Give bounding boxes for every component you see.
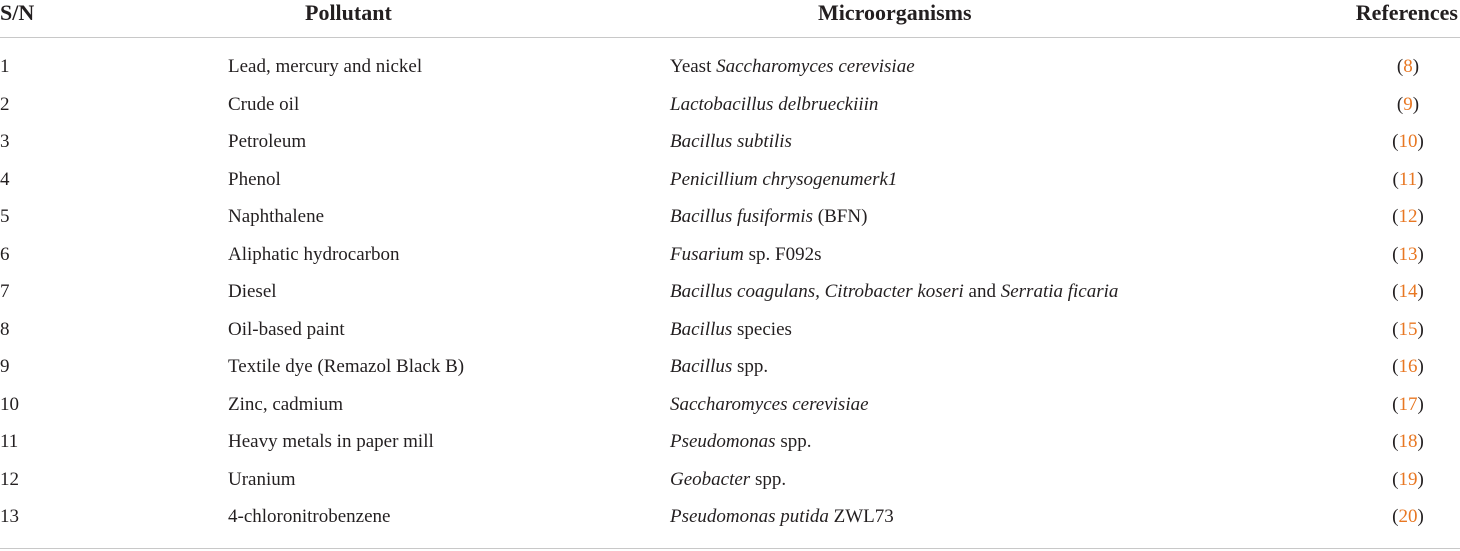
cell-microorganism [670,169,897,191]
header-pollutant: Pollutant [305,0,392,25]
cell-microorganism [670,469,786,491]
ref-close-paren: ) [1417,431,1424,452]
cell-sn: 12 [0,468,19,490]
reference-link[interactable]: 16 [1398,356,1418,377]
reference-link[interactable]: 13 [1398,243,1418,265]
ref-open-paren: ( [1392,206,1399,227]
cell-sn: 11 [0,431,19,452]
microorganism-text: Yeast [670,56,717,77]
cell-pollutant: Petroleum [228,131,307,152]
cell-sn: 9 [0,356,10,377]
table-row [0,49,1460,87]
reference-link[interactable]: 15 [1398,318,1418,340]
table-row [0,387,1460,425]
reference-link[interactable]: 11 [1398,168,1418,190]
reference-link[interactable]: 12 [1398,206,1418,227]
ref-close-paren: ) [1417,168,1424,190]
ref-close-paren: ) [1412,93,1420,115]
ref-open-paren: ( [1392,506,1399,527]
cell-pollutant: 4-chloronitrobenzene [228,506,391,527]
cell-reference [1383,319,1433,341]
cell-reference [1383,356,1433,378]
ref-open-paren: ( [1392,356,1399,377]
cell-microorganism [670,394,869,416]
reference-link[interactable]: 18 [1398,431,1418,452]
microorganism-text: and [963,281,1001,302]
cell-sn: 7 [0,281,10,302]
cell-pollutant: Naphthalene [228,206,325,227]
cell-sn: 13 [0,506,19,527]
cell-pollutant: Heavy metals in paper mill [228,431,434,452]
reference-link[interactable]: 17 [1398,393,1418,415]
species-name: Fusarium [670,243,744,265]
cell-pollutant: Zinc, cadmium [228,393,344,415]
species-name: Bacillus [670,356,733,377]
ref-close-paren: ) [1417,393,1424,415]
microorganism-text: ZWL73 [828,506,894,527]
microorganism-text: (BFN) [813,206,868,227]
ref-open-paren: ( [1392,318,1399,340]
cell-sn: 8 [0,318,10,340]
cell-microorganism [670,431,811,453]
ref-close-paren: ) [1417,131,1424,152]
species-name: Lactobacillus delbrueckiiin [670,93,879,115]
species-name: Saccharomyces cerevisiae [670,393,869,415]
table-row [0,424,1460,462]
table-row [0,87,1460,125]
reference-link[interactable]: 20 [1398,506,1418,527]
reference-link[interactable]: 14 [1398,281,1418,302]
cell-reference [1383,206,1433,228]
ref-open-paren: ( [1392,468,1399,490]
reference-link[interactable]: 19 [1398,468,1418,490]
species-name: Bacillus subtilis [670,131,792,152]
ref-open-paren: ( [1392,393,1399,415]
table-body [0,49,1460,537]
cell-reference [1383,94,1433,116]
cell-microorganism [670,56,915,78]
cell-sn: 4 [0,168,10,190]
ref-open-paren: ( [1396,56,1404,77]
ref-close-paren: ) [1417,206,1424,227]
reference-link[interactable]: 9 [1403,93,1413,115]
cell-sn: 10 [0,393,19,415]
ref-open-paren: ( [1396,93,1404,115]
cell-microorganism [670,94,878,116]
table-row [0,162,1460,200]
ref-open-paren: ( [1392,243,1399,265]
ref-close-paren: ) [1417,356,1424,377]
table-row [0,499,1460,537]
table-row [0,124,1460,162]
cell-sn: 5 [0,206,10,227]
table-row [0,274,1460,312]
cell-microorganism [670,356,768,378]
table-header [0,0,1460,38]
cell-pollutant: Lead, mercury and nickel [228,56,423,77]
cell-microorganism [670,244,822,266]
cell-pollutant: Phenol [228,168,281,190]
cell-sn: 6 [0,243,10,265]
cell-reference [1383,394,1433,416]
cell-sn: 1 [0,56,10,77]
cell-reference [1383,281,1433,303]
ref-close-paren: ) [1417,243,1424,265]
species-name: Pseudomonas [670,431,776,452]
table-bottom-rule [0,548,1460,549]
cell-microorganism [670,506,894,528]
cell-pollutant: Textile dye (Remazol Black B) [228,356,465,377]
microorganism-text: species [732,318,792,340]
ref-close-paren: ) [1417,506,1424,527]
microorganism-text: spp. [750,468,787,490]
microorganism-text: spp. [732,356,769,377]
microorganism-text: spp. [775,431,812,452]
cell-reference [1383,169,1433,191]
table-row [0,312,1460,350]
ref-open-paren: ( [1392,168,1399,190]
cell-microorganism [670,281,1118,303]
cell-pollutant: Oil-based paint [228,318,345,340]
cell-pollutant: Crude oil [228,93,300,115]
cell-microorganism [670,319,792,341]
header-references: References [1355,0,1458,25]
ref-close-paren: ) [1412,56,1420,77]
ref-close-paren: ) [1417,468,1424,490]
ref-open-paren: ( [1392,131,1399,152]
table-row [0,462,1460,500]
cell-reference [1383,131,1433,153]
reference-link[interactable]: 10 [1398,131,1418,152]
ref-open-paren: ( [1392,431,1399,452]
cell-reference [1383,506,1433,528]
header-sn: S/N [0,0,35,25]
species-name: Saccharomyces cerevisiae [716,56,915,77]
table-row [0,237,1460,275]
cell-pollutant: Diesel [228,281,277,302]
ref-close-paren: ) [1417,281,1424,302]
species-name: Pseudomonas putida [670,506,829,527]
cell-sn: 2 [0,93,10,115]
cell-sn: 3 [0,131,10,152]
cell-microorganism [670,206,867,228]
table-row [0,199,1460,237]
species-name: Bacillus [670,318,733,340]
ref-close-paren: ) [1417,318,1424,340]
ref-open-paren: ( [1392,281,1399,302]
table-row [0,349,1460,387]
cell-pollutant: Uranium [228,468,296,490]
cell-microorganism [670,131,792,153]
reference-link[interactable]: 8 [1403,56,1413,77]
species-name: Penicillium chrysogenumerk1 [670,168,898,190]
header-microorganisms: Microorganisms [818,0,972,25]
cell-reference [1383,431,1433,453]
species-name: Bacillus fusiformis [670,206,814,227]
microorganism-text: sp. F092s [743,243,822,265]
cell-pollutant: Aliphatic hydrocarbon [228,243,400,265]
species-name: Bacillus coagulans, Citrobacter koseri [670,281,964,302]
species-name: Geobacter [670,468,751,490]
species-name: Serratia ficaria [1000,281,1119,302]
cell-reference [1383,56,1433,78]
cell-reference [1383,244,1433,266]
cell-reference [1383,469,1433,491]
